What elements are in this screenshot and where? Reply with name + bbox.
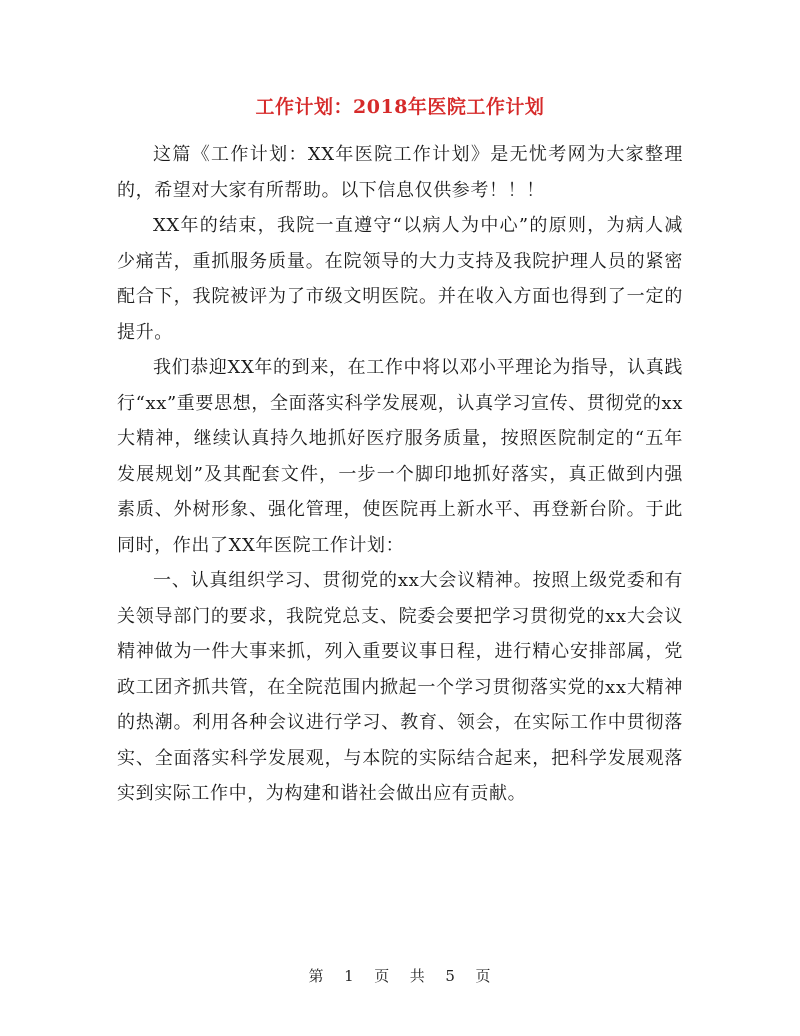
paragraph-goals: 我们恭迎XX年的到来，在工作中将以邓小平理论为指导，认真践行“xx”重要思想，全面落实科学发展观，认真学习宣传、贯彻党的xx大精神，继续认真持久地抓好医疗服务质量，按照医院制定的“五年发展规划”及其配套文件，一步一个脚印地抓好落实，真正做到内强素质、外树形象、强化管理，使医院再上新水平、再登新台阶。于此同时，作出了XX年医院工作计划： — [117, 357, 683, 556]
paragraph-intro: 这篇《工作计划：XX年医院工作计划》是无忧考网为大家整理的，希望对大家有所帮助。以下信息仅供参考！！！ — [117, 144, 683, 201]
paragraph-item-one: 一、认真组织学习、贯彻党的xx大会议精神。按照上级党委和有关领导部门的要求，我院党总支、院委会要把学习贯彻党的xx大会议精神做为一件大事来抓，列入重要议事日程，进行精心安排部属，党政工团齐抓共管，在全院范围内掀起一个学习贯彻落实党的xx大精神的热潮。利用各种会议进行学习、教育、领会，在实际工作中贯彻落实、全面落实科学发展观，与本院的实际结合起来，把科学发展观落实到实际工作中，为构建和谐社会做出应有贡献。 — [117, 570, 683, 804]
document-body — [117, 137, 683, 812]
footer-total-label: 共 — [409, 967, 426, 985]
footer-prefix: 第 — [308, 967, 325, 985]
footer-page-label: 页 — [374, 967, 391, 985]
footer-page-number: 1 — [344, 967, 355, 985]
footer-suffix: 页 — [475, 967, 492, 985]
page-footer — [0, 965, 800, 986]
paragraph-summary: XX年的结束，我院一直遵守“以病人为中心”的原则，为病人减少痛苦，重抓服务质量。在院领导的大力支持及我院护理人员的紧密配合下，我院被评为了市级文明医院。并在收入方面也得到了一定的提升。 — [117, 215, 683, 343]
footer-total-pages: 5 — [445, 967, 456, 985]
document-title: 工作计划：2018年医院工作计划 — [255, 96, 545, 118]
